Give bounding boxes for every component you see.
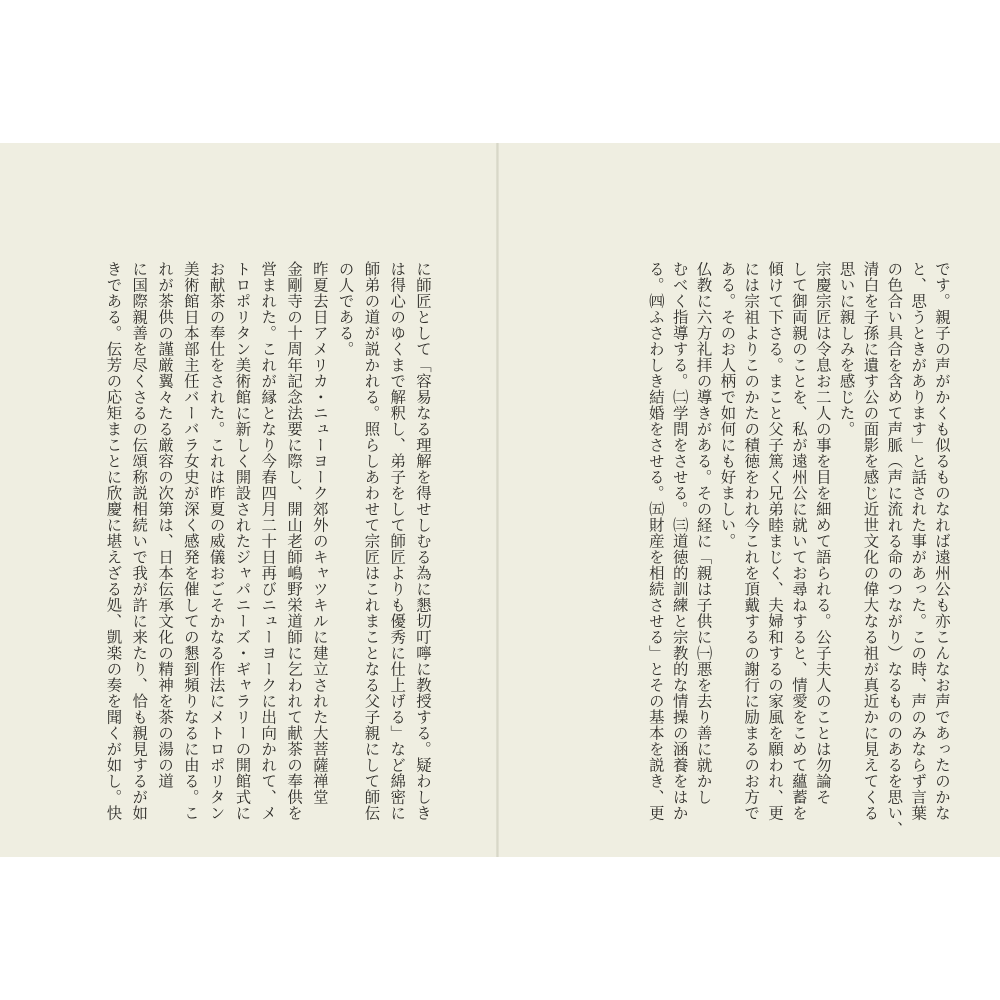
- text-column: ある。そのお人柄で如何にも好ましい。: [718, 261, 737, 549]
- right-page: [499, 143, 1000, 857]
- text-column: 清白を子孫に遺す公の面影を感じ近世文化の偉大なる祖が真近かに見えてくる: [861, 261, 880, 821]
- left-page-text-block: [80, 261, 432, 821]
- text-column: には宗祖よりこのかたの積徳をわれ今これを頂戴するの謝行に励まるのお方で: [742, 261, 761, 821]
- text-column: は得心のゆくまで解釈し、弟子をして師匠よりも優秀に仕上げる」など綿密に: [388, 261, 407, 821]
- text-column: むべく指導する。㈡学問をさせる。㈢道徳的訓練と宗教的な情操の涵養をはか: [670, 261, 689, 821]
- text-column: 営まれた。これが縁となり今春四月二十日再びニューヨークに出向かれて、メ: [259, 261, 278, 821]
- text-column: 金剛寺の十周年記念法要に際し、開山老師嶋野栄道師に乞われて献茶の奉供を: [285, 261, 304, 821]
- text-column: お献茶の奉仕をされた。これは昨夏の威儀おごそかなる作法にメトロポリタン: [207, 261, 226, 821]
- text-column: に師匠として「容易なる理解を得せしむる為に懇切叮嚀に教授する。疑わしき: [414, 261, 432, 821]
- text-column: トロポリタン美術館に新しく開設されたジャパニーズ・ギャラリーの開館式に: [233, 261, 252, 821]
- text-column: きである。伝芳の応矩まことに欣慶に堪えざる処、凱楽の奏を聞くが如し。快: [104, 261, 123, 821]
- text-column: の色合い具合を含めて声脈（声に流れる命のつながり）なるもののあるを思い、: [885, 261, 904, 837]
- text-column: です。親子の声がかくも似るものなれば遠州公も亦こんなお声であったのかな: [933, 261, 951, 821]
- open-book-pages: [0, 143, 1000, 857]
- text-column: 思いに親しみを感じた。: [837, 261, 856, 437]
- text-column: して御両親のことを、私が遠州公に就いてお尋ねすると、情愛をこめて蘊蓄を: [789, 261, 808, 821]
- text-column: の人である。: [336, 261, 355, 357]
- text-column: 仏教に六方礼拝の導きがある。その経に「親は子供に㈠悪を去り善に就かし: [694, 261, 713, 805]
- text-column: れが茶供の謹厳翼々たる厳容の次第は、日本伝承文化の精神を茶の湯の道: [156, 261, 175, 789]
- text-column: 美術館日本部主任バーバラ女史が深く感発を催しての懇到頻りなるに由る。こ: [181, 261, 200, 821]
- text-column: 宗慶宗匠は令息お二人の事を目を細めて語られる。公子夫人のことは勿論そ: [813, 261, 832, 805]
- text-column: 傾けて下さる。まこと父子篤く兄弟睦まじく、夫婦和するの家風を願われ、更: [766, 261, 785, 821]
- right-page-text-block: [639, 261, 951, 837]
- text-column: に国際親善を尽くさるの伝頌称説相続いで我が許に来たり、恰も親見するが如: [130, 261, 149, 821]
- text-column: と、思うときがあります」と話された事があった。この時、声のみならず言葉: [909, 261, 928, 821]
- left-page: [0, 143, 497, 857]
- text-column: 師弟の道が説かれる。照らしあわせて宗匠はこれまことなる父子親にして師伝: [362, 261, 381, 821]
- text-column: 昨夏去日アメリカ・ニューヨーク郊外のキャツキルに建立された大菩薩禅堂: [310, 261, 329, 805]
- text-column: る。㈣ふさわしき結婚をさせる。㈤財産を相続させる」とその基本を説き、更: [646, 261, 665, 821]
